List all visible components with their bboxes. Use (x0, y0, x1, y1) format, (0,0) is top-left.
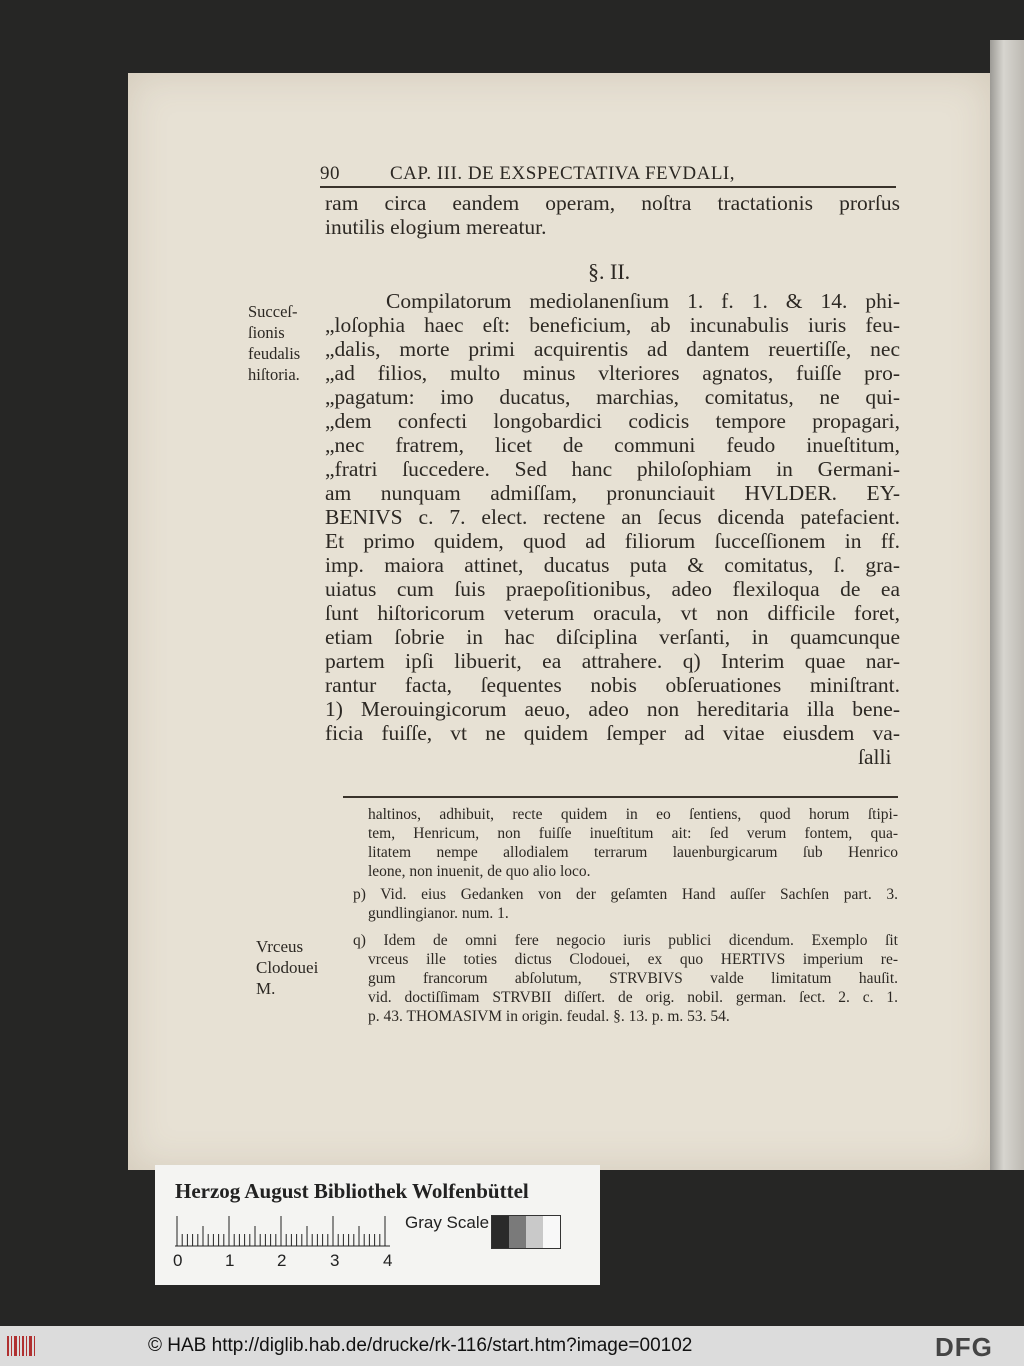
page-number: 90 (320, 163, 340, 184)
text-line: BENIVS c. 7. elect. rectene an ſecus dicenda patefacient. (325, 505, 900, 529)
text-line: 1) Merouingicorum aeuo, adeo non hereditaria illa bene- (325, 697, 900, 721)
barcode-icon (6, 1334, 36, 1358)
running-head (320, 163, 898, 185)
text-line: ſunt hiſtoricorum veterum oracula, vt non difficile foret, (325, 601, 900, 625)
text-line: inutilis elogium mereatur. (325, 215, 547, 239)
text-line: etiam ſobrie in hac diſciplina verſanti, in quamcunque (325, 625, 900, 649)
text-line: am nunquam admiſſam, pronunciauit HVLDER. EY- (325, 481, 900, 505)
page-edge (990, 40, 1024, 1170)
ruler-label: 4 (383, 1251, 393, 1270)
margin-note: feudalis (248, 344, 301, 363)
text-line: ram circa eandem operam, noſtra tractationis prorſus (325, 191, 900, 215)
library-name: Herzog August Bibliothek Wolfenbüttel (175, 1179, 529, 1203)
text-line: „ad filios, multo minus vlteriores agnatos, fuiſſe pro- (325, 361, 900, 385)
footnote-line: vid. doctiſſimam STRVBII diſſert. de orig. nobil. german. ſect. 2. c. 1. (368, 989, 898, 1006)
text-line: „dem confecti longobardici codicis tempore propagari, (325, 409, 900, 433)
footnote-margin-note: M. (256, 979, 276, 998)
ruler-label: 0 (173, 1251, 183, 1270)
text-line: uiatus cum ſuis praepoſitionibus, adeo flexiloqua de ea (325, 577, 900, 601)
footnote-margin-note: Clodouei (256, 958, 319, 977)
footnote-rule (343, 796, 898, 798)
gray-swatch (492, 1216, 509, 1248)
library-color-card (155, 1165, 600, 1285)
gray-swatch (526, 1216, 543, 1248)
text-line: imp. maiora attinet, ducatus puta & comitatus, ſ. gra- (325, 553, 900, 577)
footnote-line: tem, Henricum, non fuiſſe inueſtitum ait: ſed verum fontem, qua- (368, 825, 898, 842)
margin-note: Succeſ- (248, 302, 298, 321)
margin-note: hiſtoria. (248, 365, 300, 384)
text-line: „fratri ſuccedere. Sed hanc philoſophiam in Germani- (325, 457, 900, 481)
text-line: rantur facta, ſequentes nobis obſeruationes miniſtrant. (325, 673, 900, 697)
footnote-line: p. 43. THOMASIVM in origin. feudal. §. 13. p. m. 53. 54. (368, 1008, 730, 1025)
footnote-line: litatem nempe allodialem terrarum lauenburgicarum ſub Henrico (368, 844, 898, 861)
text-line: „nec fratrem, licet de communi feudo inueſtitum, (325, 433, 900, 457)
dfg-logo: DFG (935, 1332, 993, 1362)
footnote-line: vrceus ille toties dictus Clodouei, ex quo HERTIVS imperium re- (368, 951, 898, 968)
ruler-scale (175, 1215, 390, 1247)
gray-swatch (543, 1216, 560, 1248)
gray-scale-label: Gray Scale (405, 1213, 490, 1232)
ruler-label: 3 (330, 1251, 340, 1270)
section-title: §. II. (588, 259, 631, 284)
footnote-line: haltinos, adhibuit, recte quidem in eo ſentiens, quod horum ſtipi- (368, 806, 898, 823)
ruler-label: 1 (225, 1251, 235, 1270)
footnote-line: leone, non inuenit, de quo alio loco. (368, 863, 591, 880)
head-rule (320, 186, 896, 188)
footer-bar (0, 1326, 1024, 1366)
text-line: Et primo quidem, quod ad filiorum ſucceſſionem in ff. (325, 529, 900, 553)
book-page (128, 73, 990, 1170)
footnote-line: p) Vid. eius Gedanken von der geſamten Hand auſſer Sachſen part. 3. (353, 886, 898, 903)
footnote-line: q) Idem de omni fere negocio iuris publici dicendum. Exemplo ſit (353, 932, 898, 949)
text-line: Compilatorum mediolanenſium 1. f. 1. & 14. phi- (386, 289, 900, 313)
footnote-line: gundlingianor. num. 1. (368, 905, 509, 922)
running-title: CAP. III. DE EXSPECTATIVA FEVDALI, (390, 163, 736, 184)
catchword: ſalli (858, 745, 892, 769)
text-line: ficia fuiſſe, vt ne quidem ſemper ad vitae eiusdem va- (325, 721, 900, 745)
text-line: „dalis, morte primi acquirentis ad dantem reuertiſſe, nec (325, 337, 900, 361)
gray-scale-swatches (491, 1215, 561, 1249)
text-line: „loſophia haec eſt: beneficium, ab incunabulis iuris feu- (325, 313, 900, 337)
source-link[interactable]: © HAB http://diglib.hab.de/drucke/rk-116/start.htm?image=00102 (148, 1335, 693, 1356)
ruler-label: 2 (277, 1251, 287, 1270)
footnote-line: gum francorum abſolutum, STRVBIVS valde limitatum hauſit. (368, 970, 898, 987)
text-line: partem ipſi libuerit, ea attrahere. q) Interim quae nar- (325, 649, 900, 673)
margin-note: ſionis (248, 323, 285, 342)
gray-swatch (509, 1216, 526, 1248)
text-line: „pagatum: imo ducatus, marchias, comitatus, ne qui- (325, 385, 900, 409)
footnote-margin-note: Vrceus (256, 937, 304, 956)
